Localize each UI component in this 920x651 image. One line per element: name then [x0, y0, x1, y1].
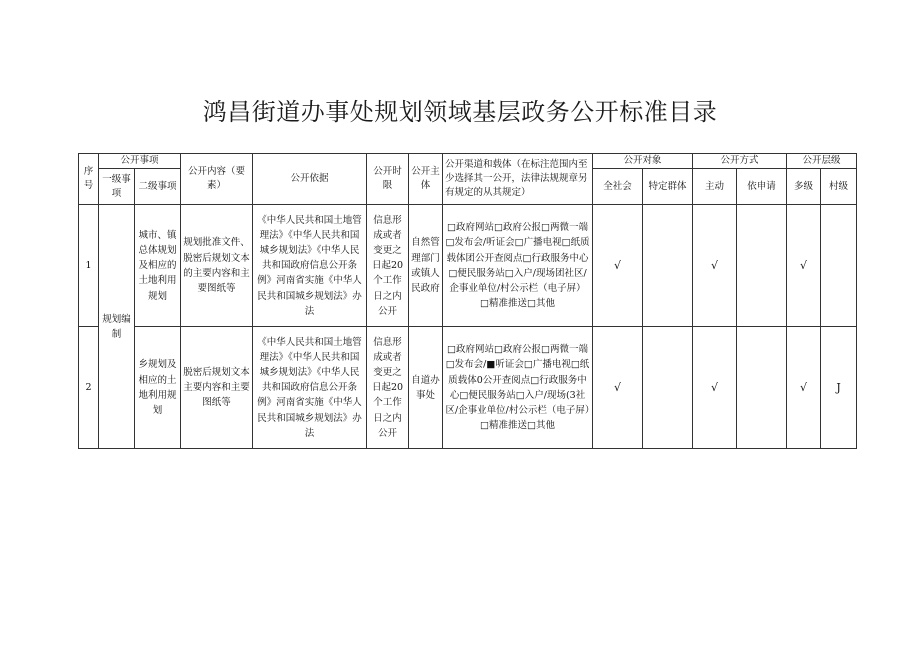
- header-level-group: 公开层级: [787, 154, 857, 169]
- header-level-upper: 多级: [787, 169, 821, 205]
- row-time-limit: 信息形成或者变更之日起20个工作日之内公开: [367, 205, 409, 327]
- row-channel: □政府网站□政府公报□两微一端□发布会/■听证会□广播电视□纸质载体0公开查阅点□行政服务中心□便民服务站□入户/现场(3社区/企事业单位/村公示栏（电子屏）□精准推送□其他: [443, 327, 593, 449]
- row-subject: 自然管理部门或镇人民政府: [409, 205, 443, 327]
- header-basis: 公开依据: [253, 154, 367, 205]
- header-method-active: 主动: [693, 169, 737, 205]
- row-method-request: [737, 327, 787, 449]
- row-level-village: J: [821, 327, 857, 449]
- row-method-request: [737, 205, 787, 327]
- row-seq: 1: [79, 205, 99, 327]
- row-time-limit: 信息形成或者变更之日起20个工作日之内公开: [367, 327, 409, 449]
- header-method-group: 公开方式: [693, 154, 787, 169]
- row-method-active: √: [693, 327, 737, 449]
- row-l2-matter: 城市、镇总体规划及相应的土地利用规划: [135, 205, 181, 327]
- header-channel: 公开渠道和载体（在标注范围内至少选择其一公开，法律法规规章另有规定的从其规定）: [443, 154, 593, 205]
- row-seq: 2: [79, 327, 99, 449]
- header-target-specific: 特定群体: [643, 169, 693, 205]
- row-method-active: √: [693, 205, 737, 327]
- row-channel: □政府网站□政府公报□两微一端□发布会/听证会□广播电视□纸质载体团公开查阅点□行政服务中心□便民服务站□入户/现场团社区/企事业单位/村公示栏（电子屏）□精准推送□其他: [443, 205, 593, 327]
- header-method-request: 依申请: [737, 169, 787, 205]
- row-l1-matter: [99, 205, 135, 449]
- header-matter-l2: 二级事项: [135, 169, 181, 205]
- catalog-table: [78, 153, 857, 449]
- row-content: 规划批准文件、脱密后规划文本的主要内容和主要图纸等: [181, 205, 253, 327]
- page-title: 鸿昌街道办事处规划领域基层政务公开标准目录: [202, 98, 718, 126]
- table-row: [79, 205, 857, 327]
- table-row: [79, 327, 857, 449]
- row-level-upper: √: [787, 205, 821, 327]
- header-level-village: 村级: [821, 169, 857, 205]
- row-basis: 《中华人民共和国土地管理法》《中华人民共和国城乡规划法》《中华人民共和国政府信息公开条例》河南省实施《中华人民共和国城乡规划法》办法: [253, 205, 367, 327]
- row-level-village: [821, 205, 857, 327]
- header-time-limit: 公开时限: [367, 154, 409, 205]
- row-basis: 《中华人民共和国土地管理法》《中华人民共和国城乡规划法》《中华人民共和国政府信息公开条例》河南省实施《中华人民共和国城乡规划法》办法: [253, 327, 367, 449]
- row-subject: 自道办事处: [409, 327, 443, 449]
- row-target-all: √: [593, 327, 643, 449]
- row-level-upper: √: [787, 327, 821, 449]
- row-l1-matter-text: 规划编制: [102, 313, 131, 340]
- header-content: 公开内容（要素）: [181, 154, 253, 205]
- header-seq: 序号: [79, 154, 99, 205]
- row-target-specific: [643, 205, 693, 327]
- header-matter-group: 公开事项: [99, 154, 181, 169]
- header-target-group: 公开对象: [593, 154, 693, 169]
- row-l2-matter: 乡规划及相应的土地利用规划: [135, 327, 181, 449]
- row-target-specific: [643, 327, 693, 449]
- header-target-all: 全社会: [593, 169, 643, 205]
- header-subject: 公开主体: [409, 154, 443, 205]
- header-matter-l1: 一级事项: [99, 169, 135, 205]
- row-target-all: √: [593, 205, 643, 327]
- row-content: 脱密后规划文本主要内容和主要图纸等: [181, 327, 253, 449]
